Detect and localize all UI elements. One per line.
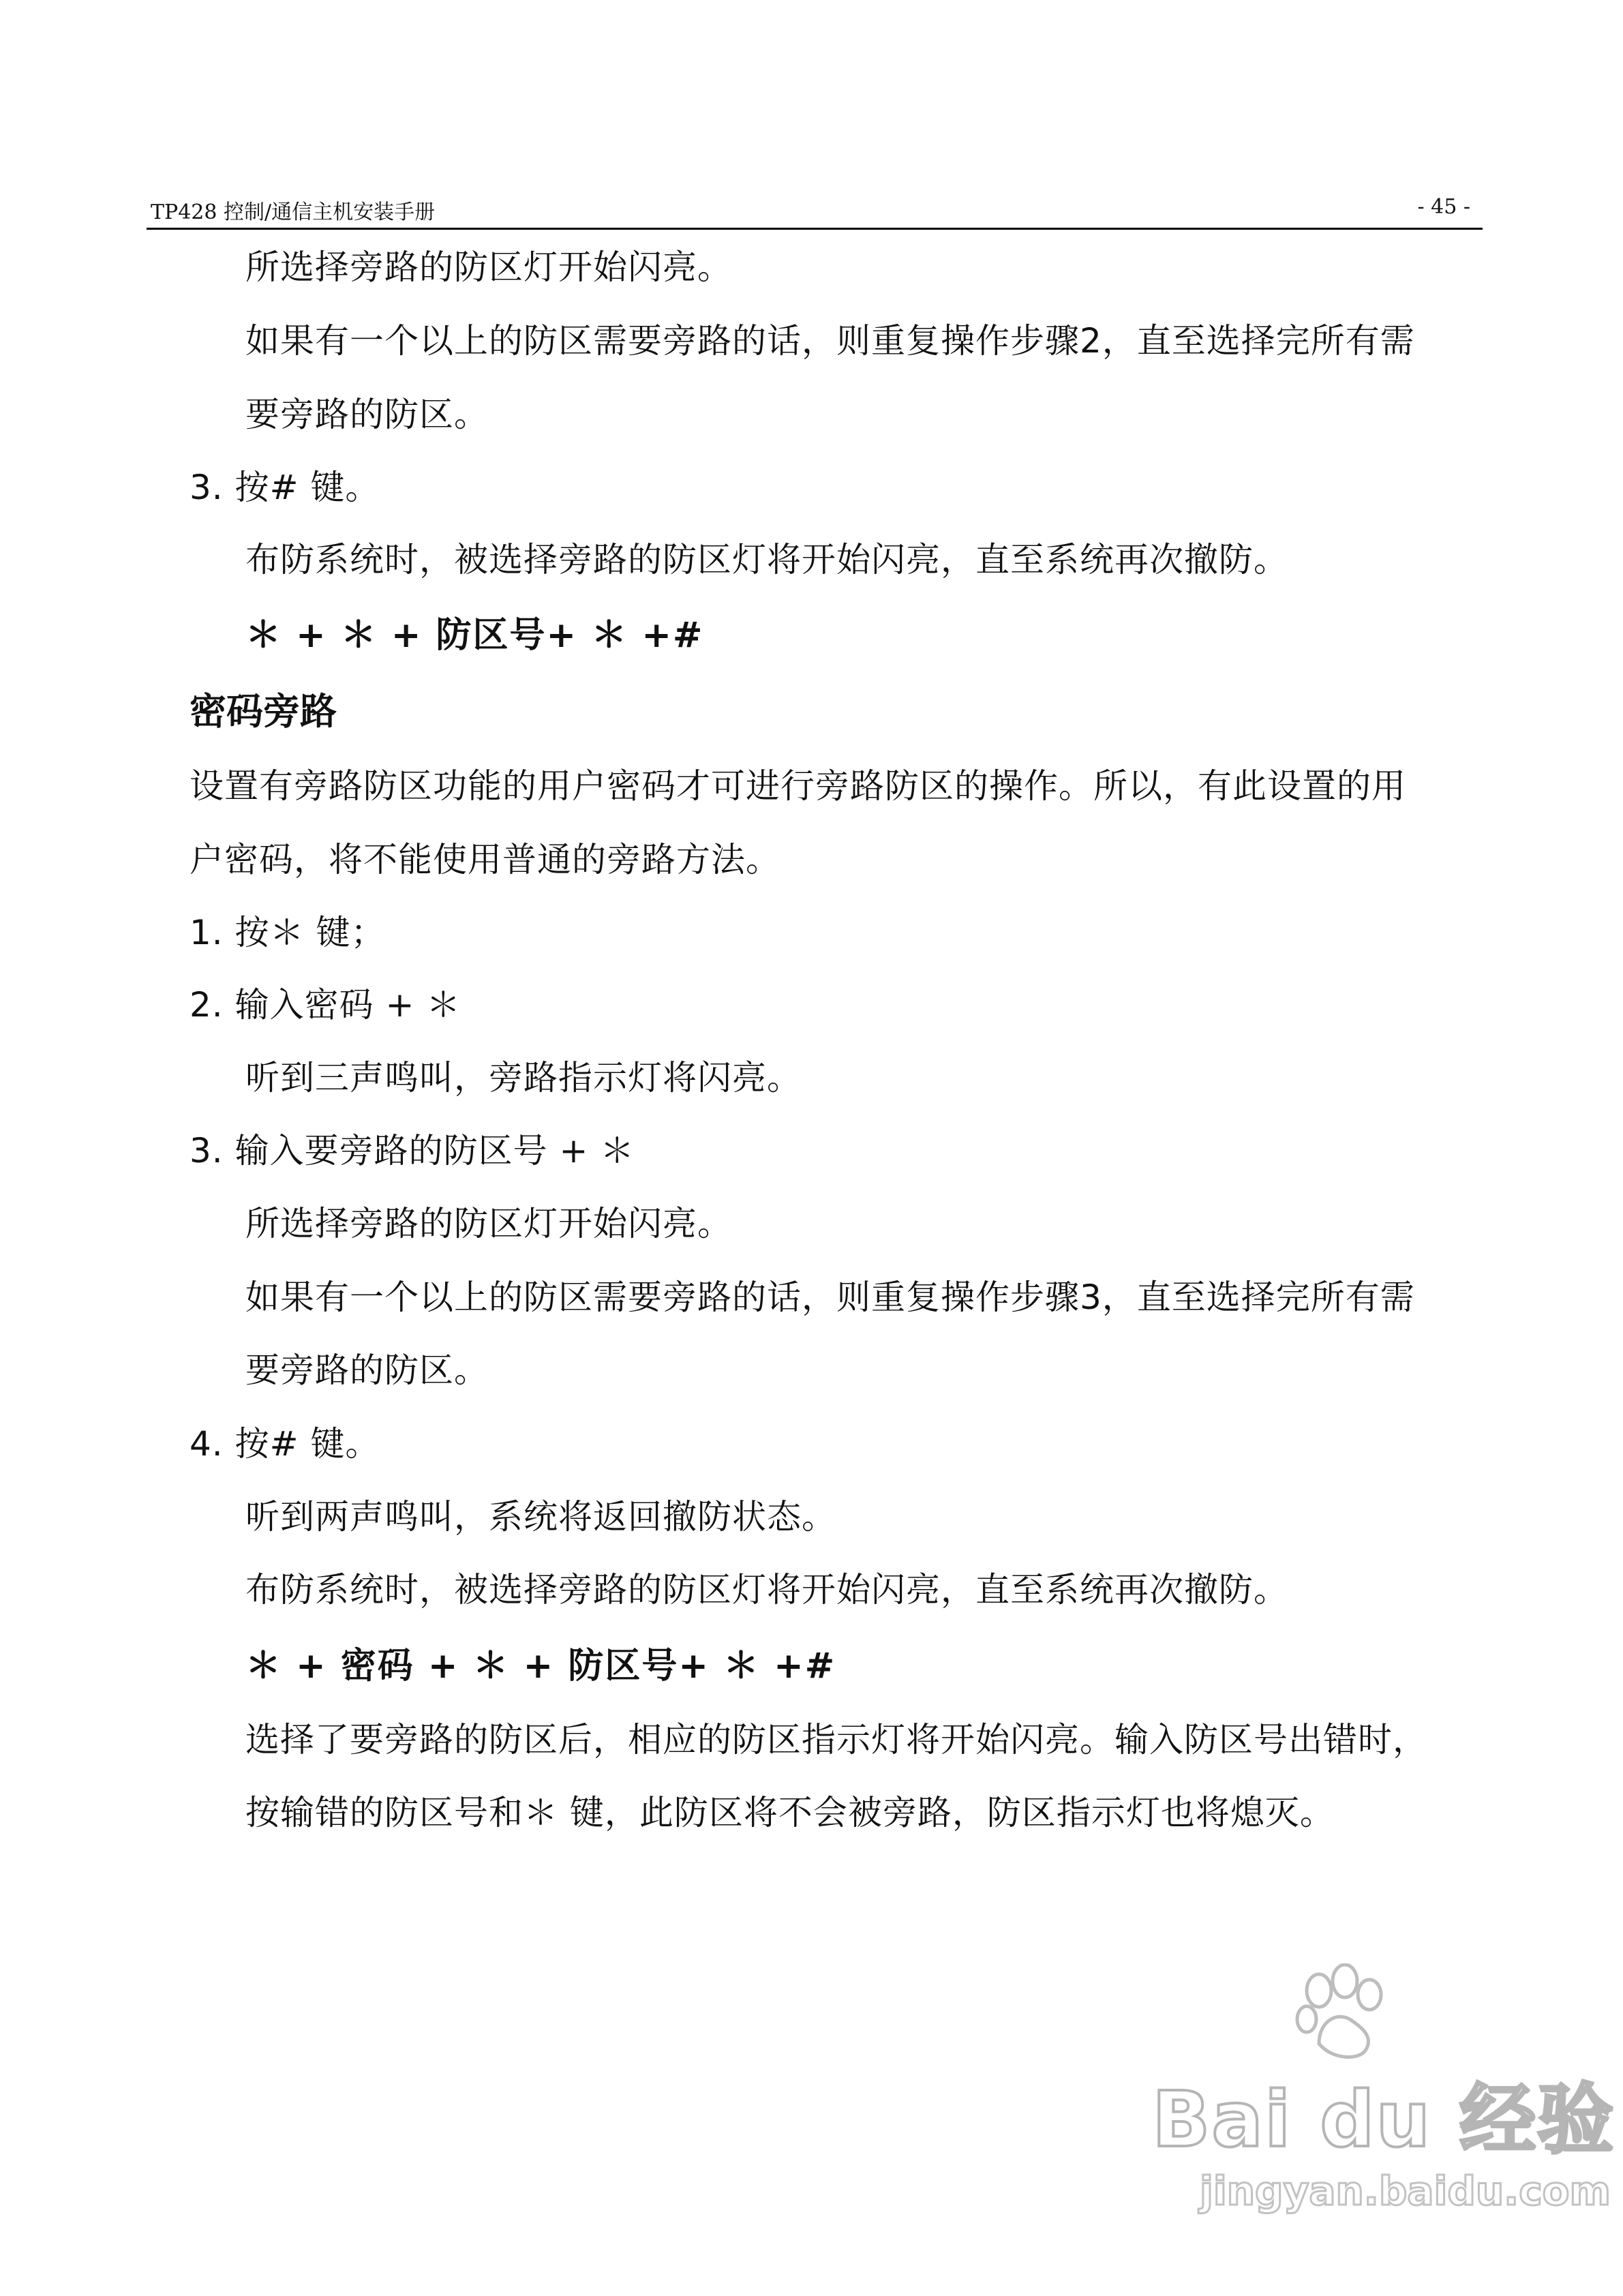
body-line: 如果有一个以上的防区需要旁路的话，则重复操作步骤2，直至选择完所有需 — [245, 321, 1415, 361]
document-title: TP428 控制/通信主机安装手册 — [151, 200, 436, 224]
body-line: 如果有一个以上的防区需要旁路的话，则重复操作步骤3，直至选择完所有需 — [245, 1278, 1415, 1317]
body-line: 听到两声鸣叫，系统将返回撤防状态。 — [245, 1497, 836, 1537]
header-divider — [147, 228, 1483, 230]
page-header — [147, 195, 1483, 228]
section-heading: 密码旁路 — [189, 690, 337, 733]
body-line: 布防系统时，被选择旁路的防区灯将开始闪亮，直至系统再次撤防。 — [245, 1570, 1288, 1610]
body-line: 所选择旁路的防区灯开始闪亮。 — [245, 247, 732, 287]
baidu-watermark — [1152, 1963, 1616, 2250]
key-sequence-formula: ＊ + 密码 + ＊ + 防区号+ ＊ +# — [245, 1646, 836, 1687]
body-line: 要旁路的防区。 — [245, 395, 489, 434]
key-sequence-formula: ＊ + ＊ + 防区号+ ＊ +# — [245, 615, 704, 656]
step-item: 1. 按＊ 键； — [189, 913, 386, 952]
body-line: 户密码，将不能使用普通的旁路方法。 — [189, 840, 780, 879]
watermark-logo: Bai du 经验 — [1152, 2076, 1616, 2164]
paw-icon — [1292, 1963, 1394, 2066]
step-item: 4. 按# 键。 — [189, 1424, 380, 1464]
body-line: 听到三声鸣叫，旁路指示灯将闪亮。 — [245, 1058, 802, 1098]
body-line: 布防系统时，被选择旁路的防区灯将开始闪亮，直至系统再次撤防。 — [245, 540, 1288, 579]
page-number: - 45 - — [1417, 195, 1470, 219]
step-item: 3. 输入要旁路的防区号 + ＊ — [189, 1131, 635, 1170]
body-line: 要旁路的防区。 — [245, 1350, 489, 1390]
body-line: 所选择旁路的防区灯开始闪亮。 — [245, 1204, 732, 1243]
watermark-url: jingyan.baidu.com — [1200, 2168, 1611, 2214]
step-item: 2. 输入密码 + ＊ — [189, 985, 461, 1025]
body-line: 按输错的防区号和＊ 键，此防区将不会被旁路，防区指示灯也将熄灭。 — [245, 1793, 1335, 1832]
step-item: 3. 按# 键。 — [189, 468, 380, 507]
body-line: 设置有旁路防区功能的用户密码才可进行旁路防区的操作。所以，有此设置的用 — [189, 766, 1406, 806]
body-line: 选择了要旁路的防区后，相应的防区指示灯将开始闪亮。输入防区号出错时， — [245, 1720, 1427, 1759]
